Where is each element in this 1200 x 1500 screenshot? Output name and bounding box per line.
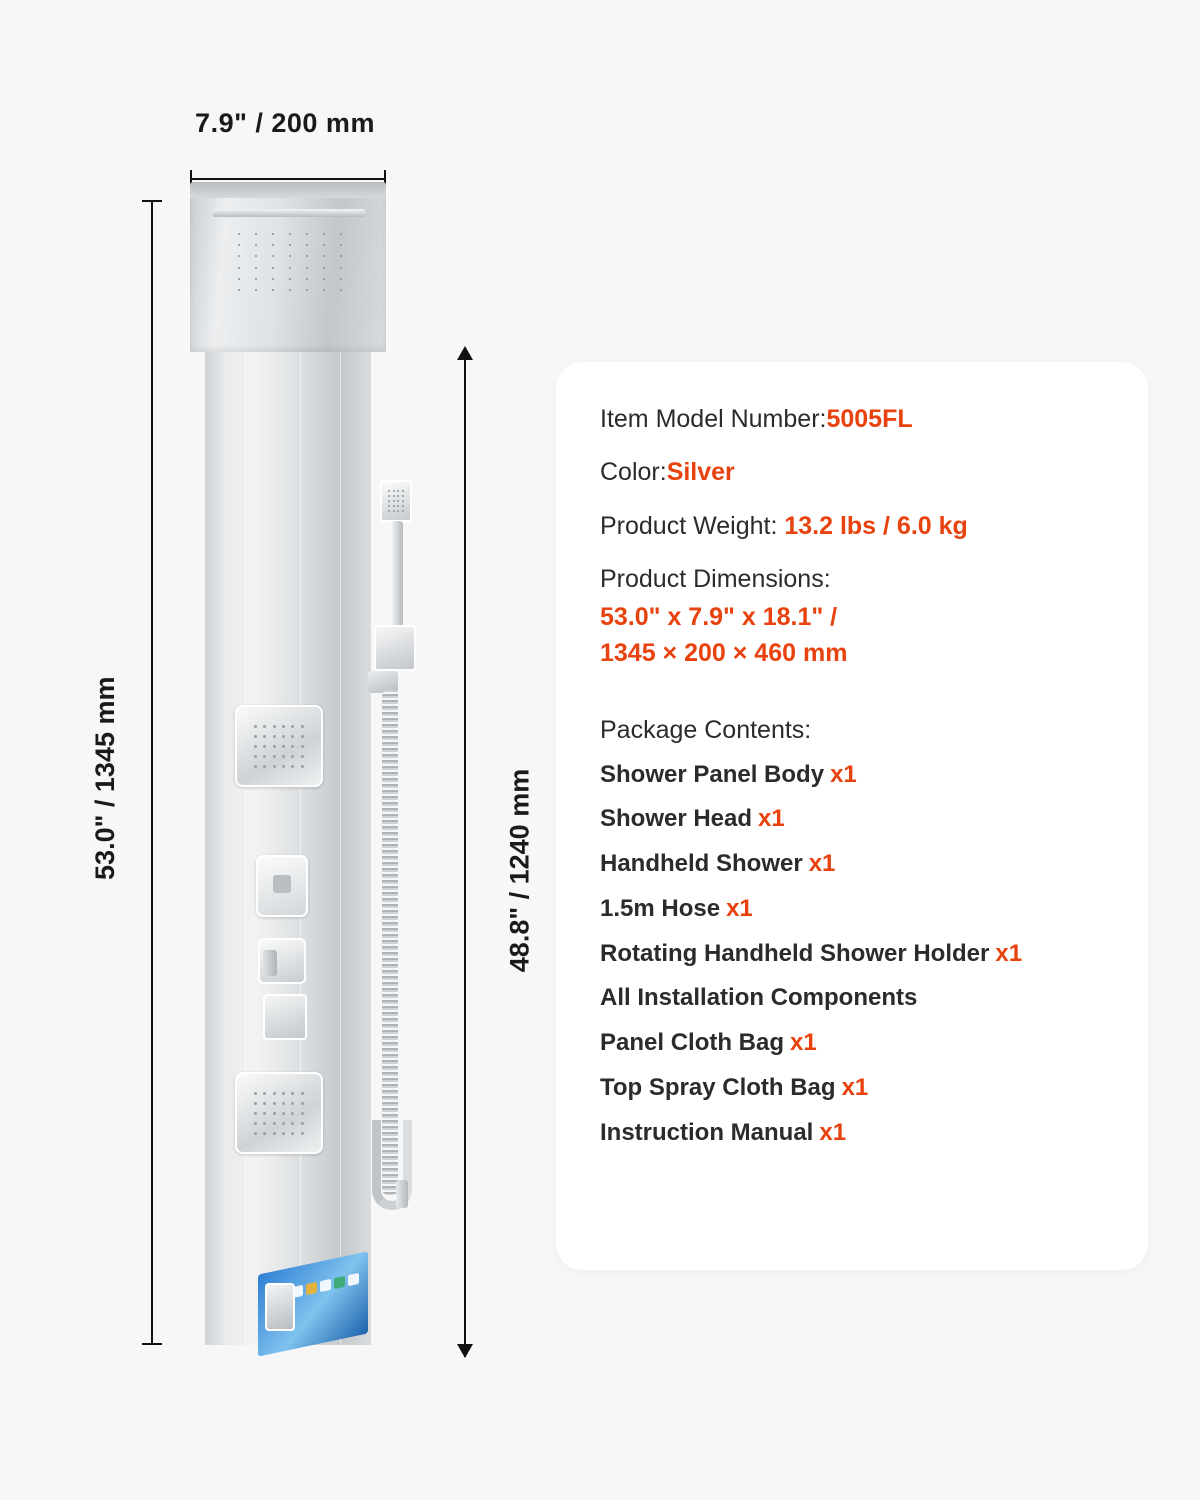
- body-height-arrow-bottom: [457, 1344, 473, 1358]
- package-contents-title: Package Contents:: [600, 715, 812, 744]
- list-item: [600, 895, 1108, 924]
- list-item: [600, 850, 1108, 879]
- list-item: [600, 1074, 1108, 1103]
- package-item-name: Panel Cloth Bag: [600, 1029, 785, 1057]
- product-diagram: [0, 0, 540, 1500]
- package-item-name: All Installation Components: [600, 984, 918, 1012]
- bottom-water-outlet: [265, 1283, 295, 1331]
- panel-stripe: [300, 352, 301, 1345]
- package-item-qty: x1: [819, 1118, 847, 1146]
- spec-color-value: Silver: [666, 458, 735, 487]
- shower-panel-body: [205, 352, 371, 1345]
- package-item-name: Handheld Shower: [600, 850, 803, 878]
- spec-dimensions: [600, 564, 1108, 672]
- package-item-qty: x1: [808, 850, 836, 878]
- overall-height-dimension-label: 53.0" / 1345 mm: [89, 676, 120, 880]
- spec-weight-label: Product Weight:: [600, 511, 785, 540]
- overall-height-tick-bottom: [142, 1343, 162, 1345]
- top-width-dimension-line: [190, 178, 385, 180]
- mixer-handle: [263, 950, 277, 976]
- spec-dimensions-line1: 53.0" x 7.9" x 18.1" /: [600, 603, 838, 631]
- lower-body-jet-plate: [235, 1072, 323, 1154]
- package-item-qty: x1: [830, 760, 857, 788]
- list-item: [600, 984, 1108, 1013]
- spec-model-label: Item Model Number:: [600, 405, 827, 433]
- body-height-arrow-top: [457, 346, 473, 360]
- list-item: [600, 1119, 1108, 1148]
- package-item-qty: x1: [841, 1074, 869, 1102]
- spec-dimensions-line2: 1345 × 200 × 460 mm: [600, 639, 848, 668]
- top-width-dimension-label: 7.9" / 200 mm: [195, 108, 375, 138]
- spec-weight: [600, 511, 1108, 542]
- package-item-name: Instruction Manual: [600, 1118, 814, 1146]
- list-item: [600, 805, 1108, 834]
- spec-weight-value: 13.2 lbs / 6.0 kg: [784, 511, 968, 540]
- package-item-qty: x1: [726, 894, 753, 922]
- list-item: [600, 940, 1108, 969]
- diverter-button: [273, 875, 291, 893]
- handheld-nozzle-dots: [387, 489, 405, 513]
- body-height-dimension-line: [464, 352, 466, 1357]
- body-height-dimension-label: 48.8" / 1240 mm: [504, 768, 535, 973]
- handheld-shower-wand: [392, 521, 403, 631]
- product-spec-card: [556, 362, 1148, 1270]
- shower-head-top-edge: [190, 182, 386, 198]
- shower-hose-end-connector: [396, 1180, 408, 1208]
- panel-stripe: [245, 352, 246, 1345]
- package-item-name: 1.5m Hose: [600, 894, 721, 922]
- rain-nozzle-grid: [230, 228, 350, 296]
- jet-nozzle-dots: [251, 1088, 307, 1138]
- list-item: [600, 1029, 1108, 1058]
- package-item-qty: x1: [758, 805, 785, 833]
- package-item-qty: x1: [995, 939, 1023, 967]
- package-item-name: Shower Head: [600, 805, 753, 833]
- spec-dimensions-values: [600, 599, 1108, 672]
- tub-spout: [263, 994, 307, 1040]
- overall-height-dimension-line: [151, 200, 153, 1345]
- list-item: [600, 761, 1108, 790]
- panel-stripe: [225, 352, 226, 1345]
- spec-dimensions-label: Product Dimensions:: [600, 564, 831, 593]
- package-item-name: Top Spray Cloth Bag: [600, 1074, 836, 1102]
- panel-stripe: [340, 352, 341, 1345]
- spec-model-value: 5005FL: [826, 405, 913, 433]
- spec-model: [600, 404, 1108, 435]
- rotating-handheld-holder: [374, 625, 416, 671]
- overall-height-tick-top: [142, 200, 162, 202]
- shower-head-bar: [213, 209, 365, 217]
- jet-nozzle-dots: [251, 721, 307, 771]
- upper-body-jet-plate: [235, 705, 323, 787]
- spec-color: [600, 457, 1108, 488]
- package-item-qty: x1: [790, 1029, 817, 1057]
- package-item-name: Rotating Handheld Shower Holder: [600, 939, 990, 967]
- package-item-name: Shower Panel Body: [600, 760, 825, 788]
- spec-color-label: Color:: [600, 458, 667, 487]
